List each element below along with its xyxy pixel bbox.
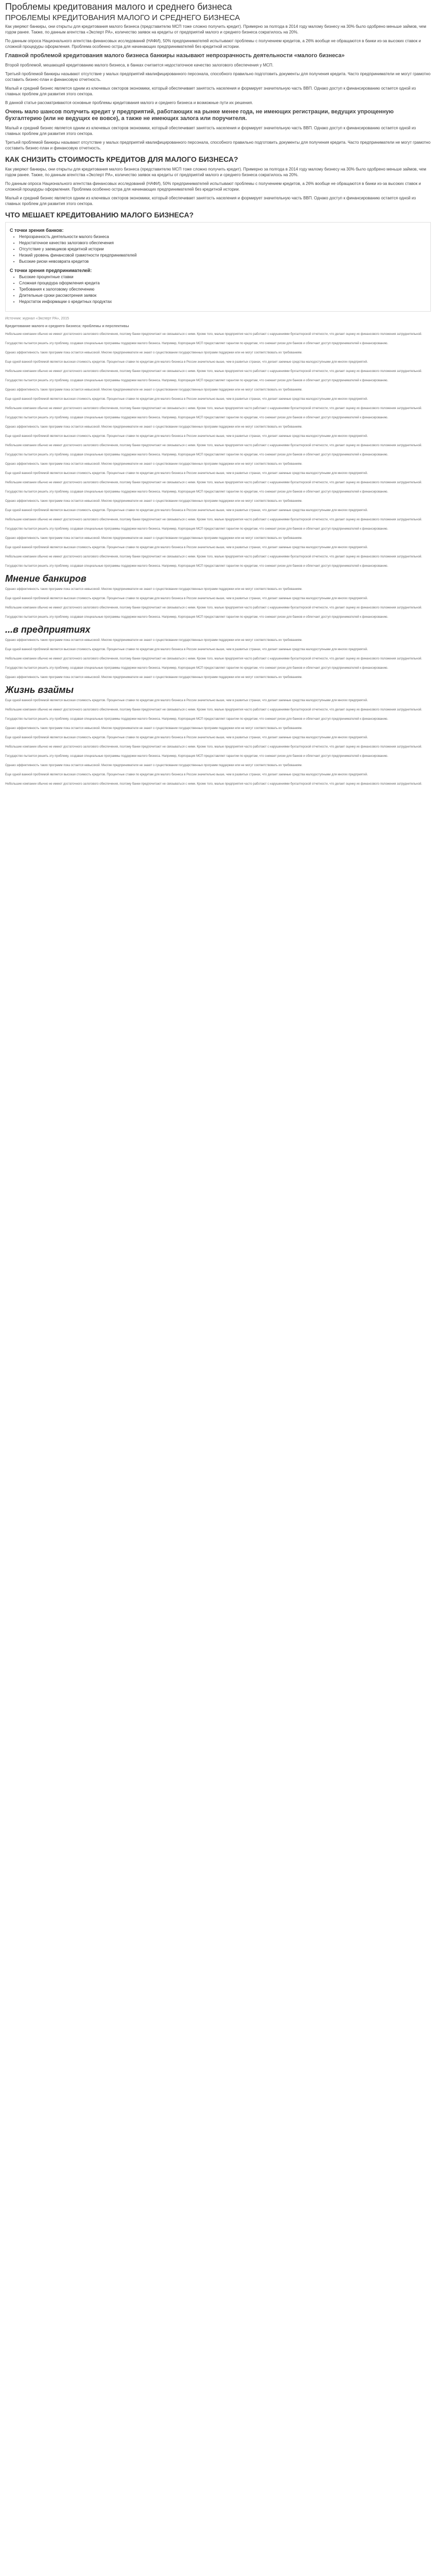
- factors-box: [5, 222, 431, 312]
- list-item: • Недостаточное качество залогового обеспечения: [19, 240, 426, 246]
- article2-paragraph: Еще одной важной проблемой является высокая стоимость кредитов. Процентные ставки по кредитам для малого бизнеса в России значительно выше, чем в развитых странах, что делает заемные средства малодоступными для многих предприятий.: [5, 699, 368, 702]
- box-title-banks: С точки зрения банков:: [10, 228, 64, 233]
- second-article: [5, 324, 431, 787]
- middle-paragraph-2-repeat: Третьей проблемой банкиры называют отсутствие у малых предприятий квалифицированного персонала, способного правильно подготовить документы для получения кредита. Часто предприниматели не могут грамотно составить бизнес-план и финансовую отчетность.: [5, 140, 431, 150]
- section-paragraph-1: Как уверяют банкиры, они открыты для кредитования малого бизнеса (представителю МСП тоже сложно получить кредит). Примерно за полгода в 2014 году малому бизнесу на 30% было одобрено меньше займов, чем годом ранее. Также, по данным агентства «Эксперт РА», количество заявок на кредиты от предприятий малого и среднего бизнеса сократилось на 20%.: [5, 167, 426, 177]
- section-heading-mneniye: Мнение банкиров: [5, 573, 86, 584]
- article2-paragraph: Небольшие компании обычно не имеют достаточного залогового обеспечения, поэтому банки предпочитают не связываться с ними. Кроме того, малые предприятия часто работают с нарушениями бухгалтерской отчетности, что делает оценку их финансового положения затруднительной.: [5, 555, 422, 558]
- middle-paragraph-2: Третьей проблемой банкиры называют отсутствие у малых предприятий квалифицированного персонала, способного правильно подготовить документы для получения кредита. Часто предприниматели не могут грамотно составить бизнес-план и финансовую отчетность.: [5, 72, 431, 82]
- section-heading-v-predpriyatiyakh: ...в предприятиях: [5, 624, 91, 635]
- list-item: • Непрозрачность деятельности малого бизнеса: [19, 234, 426, 240]
- section-paragraph-2: По данным опроса Национального агентства финансовых исследований (НАФИ), 50% предпринимателей испытывают проблемы с получением кредитов, а 26% вообще не обращаются в банки из-за высоких ставок и сложной процедуры оформления. Проблема особенно остра для начинающих предпринимателей без кредитной истории.: [5, 181, 421, 192]
- article2-paragraph: Однако эффективность таких программ пока остается невысокой. Многие предприниматели не знают о существовании государственных программ поддержки или не могут соответствовать их требованиям.: [5, 727, 303, 730]
- list-item: • Высокие процентные ставки: [19, 274, 426, 280]
- article2-paragraph: Небольшие компании обычно не имеют достаточного залогового обеспечения, поэтому банки предпочитают не связываться с ними. Кроме того, малые предприятия часто работают с нарушениями бухгалтерской отчетности, что делает оценку их финансового положения затруднительной.: [5, 407, 422, 410]
- article2-paragraph: Государство пытается решить эту проблему, создавая специальные программы поддержки малого бизнеса. Например, Корпорация МСП предоставляет гарантии по кредитам, что снижает риски для банков и облегчает доступ предпринимателей к финансированию.: [5, 342, 388, 345]
- article2-paragraph: Еще одной важной проблемой является высокая стоимость кредитов. Процентные ставки по кредитам для малого бизнеса в России значительно выше, чем в развитых странах, что делает заемные средства малодоступными для многих предприятий.: [5, 509, 368, 512]
- list-item: • Сложная процедура оформления кредита: [19, 280, 426, 286]
- page-subtitle: ПРОБЛЕМЫ КРЕДИТОВАНИЯ МАЛОГО И СРЕДНЕГО БИЗНЕСА: [5, 13, 240, 22]
- article2-paragraph: Еще одной важной проблемой является высокая стоимость кредитов. Процентные ставки по кредитам для малого бизнеса в России значительно выше, чем в развитых странах, что делает заемные средства малодоступными для многих предприятий.: [5, 773, 368, 776]
- article2-paragraph: Государство пытается решить эту проблему, создавая специальные программы поддержки малого бизнеса. Например, Корпорация МСП предоставляет гарантии по кредитам, что снижает риски для банков и облегчает доступ предпринимателей к финансированию.: [5, 379, 388, 382]
- article2-paragraph: Государство пытается решить эту проблему, создавая специальные программы поддержки малого бизнеса. Например, Корпорация МСП предоставляет гарантии по кредитам, что снижает риски для банков и облегчает доступ предпринимателей к финансированию.: [5, 718, 388, 721]
- article2-paragraph: Однако эффективность таких программ пока остается невысокой. Многие предприниматели не знают о существовании государственных программ поддержки или не могут соответствовать их требованиям.: [5, 351, 303, 354]
- section-heading-zhizn-vzaymy: Жизнь взаймы: [5, 685, 74, 695]
- article2-paragraph: Небольшие компании обычно не имеют достаточного залогового обеспечения, поэтому банки предпочитают не связываться с ними. Кроме того, малые предприятия часто работают с нарушениями бухгалтерской отчетности, что делает оценку их финансового положения затруднительной.: [5, 606, 422, 609]
- box-list-banks: [10, 234, 426, 265]
- article2-paragraph: Государство пытается решить эту проблему, создавая специальные программы поддержки малого бизнеса. Например, Корпорация МСП предоставляет гарантии по кредитам, что снижает риски для банков и облегчает доступ предпринимателей к финансированию.: [5, 453, 388, 456]
- section-heading-kak-snizit: КАК СНИЗИТЬ СТОИМОСТЬ КРЕДИТОВ ДЛЯ МАЛОГО БИЗНЕСА?: [5, 155, 238, 163]
- list-item: • Требования к залоговому обеспечению: [19, 286, 426, 293]
- list-item: • Низкий уровень финансовой грамотности предпринимателей: [19, 252, 426, 259]
- article2-paragraph: Однако эффективность таких программ пока остается невысокой. Многие предприниматели не знают о существовании государственных программ поддержки или не могут соответствовать их требованиям.: [5, 639, 303, 642]
- section-heading-chto-meshaet: ЧТО МЕШАЕТ КРЕДИТОВАНИЮ МАЛОГО БИЗНЕСА?: [5, 211, 194, 219]
- intro-paragraph-1: Как уверяют банкиры, они открыты для кредитования малого бизнеса (представителю МСП тоже сложно получить кредит). Примерно за полгода в 2014 году малому бизнесу на 30% было одобрено меньше займов, чем годом ранее. Также, по данным агентства «Эксперт РА», количество заявок на кредиты от предприятий малого и среднего бизнеса сократилось на 20%.: [5, 24, 426, 35]
- article2-paragraph: Небольшие компании обычно не имеют достаточного залогового обеспечения, поэтому банки предпочитают не связываться с ними. Кроме того, малые предприятия часто работают с нарушениями бухгалтерской отчетности, что делает оценку их финансового положения затруднительной.: [5, 518, 422, 521]
- article2-paragraph: Небольшие компании обычно не имеют достаточного залогового обеспечения, поэтому банки предпочитают не связываться с ними. Кроме того, малые предприятия часто работают с нарушениями бухгалтерской отчетности, что делает оценку их финансового положения затруднительной.: [5, 708, 422, 711]
- middle-paragraph-1-repeat: Малый и средний бизнес является одним из ключевых секторов экономики, который обеспечивает занятость населения и формирует значительную часть ВВП. Однако доступ к финансированию остается одной из главных проблем для развития этого сектора.: [5, 126, 416, 136]
- article2-paragraph: Государство пытается решить эту проблему, создавая специальные программы поддержки малого бизнеса. Например, Корпорация МСП предоставляет гарантии по кредитам, что снижает риски для банков и облегчает доступ предпринимателей к финансированию.: [5, 565, 388, 568]
- lead-heading: Главной проблемой кредитования малого бизнеса банкиры называют непрозрачность деятельности «малого бизнеса»: [5, 53, 345, 59]
- article2-paragraph: Небольшие компании обычно не имеют достаточного залогового обеспечения, поэтому банки предпочитают не связываться с ними. Кроме того, малые предприятия часто работают с нарушениями бухгалтерской отчетности, что делает оценку их финансового положения затруднительной.: [5, 657, 422, 660]
- article2-paragraph: Однако эффективность таких программ пока остается невысокой. Многие предприниматели не знают о существовании государственных программ поддержки или не могут соответствовать их требованиям.: [5, 537, 303, 540]
- article2-paragraph: Однако эффективность таких программ пока остается невысокой. Многие предприниматели не знают о существовании государственных программ поддержки или не могут соответствовать их требованиям.: [5, 676, 303, 679]
- middle-paragraph-4: В данной статье рассматриваются основные проблемы кредитования малого и среднего бизнеса и возможные пути их решения.: [5, 100, 253, 105]
- article2-paragraph: Государство пытается решить эту проблему, создавая специальные программы поддержки малого бизнеса. Например, Корпорация МСП предоставляет гарантии по кредитам, что снижает риски для банков и облегчает доступ предпринимателей к финансированию.: [5, 755, 388, 758]
- article2-paragraph: Небольшие компании обычно не имеют достаточного залогового обеспечения, поэтому банки предпочитают не связываться с ними. Кроме того, малые предприятия часто работают с нарушениями бухгалтерской отчетности, что делает оценку их финансового положения затруднительной.: [5, 444, 422, 447]
- list-item: • Недостаток информации о кредитных продуктах: [19, 299, 426, 305]
- article2-paragraph: Еще одной важной проблемой является высокая стоимость кредитов. Процентные ставки по кредитам для малого бизнеса в России значительно выше, чем в развитых странах, что делает заемные средства малодоступными для многих предприятий.: [5, 398, 368, 401]
- article2-paragraph: Небольшие компании обычно не имеют достаточного залогового обеспечения, поэтому банки предпочитают не связываться с ними. Кроме того, малые предприятия часто работают с нарушениями бухгалтерской отчетности, что делает оценку их финансового положения затруднительной.: [5, 783, 422, 786]
- article2-paragraph: Небольшие компании обычно не имеют достаточного залогового обеспечения, поэтому банки предпочитают не связываться с ними. Кроме того, малые предприятия часто работают с нарушениями бухгалтерской отчетности, что делает оценку их финансового положения затруднительной.: [5, 333, 422, 336]
- section-paragraph-3: Малый и средний бизнес является одним из ключевых секторов экономики, который обеспечивает занятость населения и формирует значительную часть ВВП. Однако доступ к финансированию остается одной из главных проблем для развития этого сектора.: [5, 196, 416, 206]
- box-title-entrepreneurs: С точки зрения предпринимателей:: [10, 268, 92, 273]
- article2-paragraph: Государство пытается решить эту проблему, создавая специальные программы поддержки малого бизнеса. Например, Корпорация МСП предоставляет гарантии по кредитам, что снижает риски для банков и облегчает доступ предпринимателей к финансированию.: [5, 528, 388, 531]
- article2-title: Кредитование малого и среднего бизнеса: проблемы и перспективы: [5, 325, 129, 328]
- article2-paragraph: Однако эффективность таких программ пока остается невысокой. Многие предприниматели не знают о существовании государственных программ поддержки или не могут соответствовать их требованиям.: [5, 588, 303, 591]
- lead-heading-2: Очень мало шансов получить кредит у предприятий, работающих на рынке менее года, не имеющих регистрации, ведущих упрощенную бухгалтерию (или не ведущих ее вовсе), а также не имеющих залога или поручителя.: [5, 109, 394, 122]
- article2-paragraph: Однако эффективность таких программ пока остается невысокой. Многие предприниматели не знают о существовании государственных программ поддержки или не могут соответствовать их требованиям.: [5, 388, 303, 392]
- article2-paragraph: Однако эффективность таких программ пока остается невысокой. Многие предприниматели не знают о существовании государственных программ поддержки или не могут соответствовать их требованиям.: [5, 463, 303, 466]
- middle-paragraph-3: Малый и средний бизнес является одним из ключевых секторов экономики, который обеспечивает занятость населения и формирует значительную часть ВВП. Однако доступ к финансированию остается одной из главных проблем для развития этого сектора.: [5, 86, 416, 96]
- article2-paragraph: Однако эффективность таких программ пока остается невысокой. Многие предприниматели не знают о существовании государственных программ поддержки или не могут соответствовать их требованиям.: [5, 500, 303, 503]
- article2-paragraph: Государство пытается решить эту проблему, создавая специальные программы поддержки малого бизнеса. Например, Корпорация МСП предоставляет гарантии по кредитам, что снижает риски для банков и облегчает доступ предпринимателей к финансированию.: [5, 667, 388, 670]
- list-item: • Высокие риски невозврата кредитов: [19, 259, 426, 265]
- article2-paragraph: Еще одной важной проблемой является высокая стоимость кредитов. Процентные ставки по кредитам для малого бизнеса в России значительно выше, чем в развитых странах, что делает заемные средства малодоступными для многих предприятий.: [5, 361, 368, 364]
- article2-paragraph: Небольшие компании обычно не имеют достаточного залогового обеспечения, поэтому банки предпочитают не связываться с ними. Кроме того, малые предприятия часто работают с нарушениями бухгалтерской отчетности, что делает оценку их финансового положения затруднительной.: [5, 481, 422, 484]
- list-item: • Отсутствие у заемщиков кредитной истории: [19, 246, 426, 252]
- article2-paragraph: Еще одной важной проблемой является высокая стоимость кредитов. Процентные ставки по кредитам для малого бизнеса в России значительно выше, чем в развитых странах, что делает заемные средства малодоступными для многих предприятий.: [5, 435, 368, 438]
- source-meta: Источник: журнал «Эксперт РА», 2015: [5, 317, 69, 320]
- article2-paragraph: Еще одной важной проблемой является высокая стоимость кредитов. Процентные ставки по кредитам для малого бизнеса в России значительно выше, чем в развитых странах, что делает заемные средства малодоступными для многих предприятий.: [5, 546, 368, 549]
- article2-paragraph: Еще одной важной проблемой является высокая стоимость кредитов. Процентные ставки по кредитам для малого бизнеса в России значительно выше, чем в развитых странах, что делает заемные средства малодоступными для многих предприятий.: [5, 736, 368, 739]
- article2-paragraph: Еще одной важной проблемой является высокая стоимость кредитов. Процентные ставки по кредитам для малого бизнеса в России значительно выше, чем в развитых странах, что делает заемные средства малодоступными для многих предприятий.: [5, 472, 368, 475]
- page-title: Проблемы кредитования малого и среднего бизнеса: [5, 2, 232, 12]
- article2-paragraph: Еще одной важной проблемой является высокая стоимость кредитов. Процентные ставки по кредитам для малого бизнеса в России значительно выше, чем в развитых странах, что делает заемные средства малодоступными для многих предприятий.: [5, 648, 368, 651]
- intro-paragraph-2: По данным опроса Национального агентства финансовых исследований (НАФИ), 50% предпринимателей испытывают проблемы с получением кредитов, а 26% вообще не обращаются в банки из-за высоких ставок и сложной процедуры оформления. Проблема особенно остра для начинающих предпринимателей без кредитной истории.: [5, 39, 421, 49]
- article2-paragraph: Государство пытается решить эту проблему, создавая специальные программы поддержки малого бизнеса. Например, Корпорация МСП предоставляет гарантии по кредитам, что снижает риски для банков и облегчает доступ предпринимателей к финансированию.: [5, 616, 388, 619]
- article2-paragraph: Государство пытается решить эту проблему, создавая специальные программы поддержки малого бизнеса. Например, Корпорация МСП предоставляет гарантии по кредитам, что снижает риски для банков и облегчает доступ предпринимателей к финансированию.: [5, 490, 388, 494]
- article2-paragraph: Небольшие компании обычно не имеют достаточного залогового обеспечения, поэтому банки предпочитают не связываться с ними. Кроме того, малые предприятия часто работают с нарушениями бухгалтерской отчетности, что делает оценку их финансового положения затруднительной.: [5, 370, 422, 373]
- middle-paragraph-1: Второй проблемой, мешающей кредитованию малого бизнеса, в банках считается недостаточное качество залогового обеспечения у МСП.: [5, 63, 274, 67]
- article2-paragraph: Однако эффективность таких программ пока остается невысокой. Многие предприниматели не знают о существовании государственных программ поддержки или не могут соответствовать их требованиям.: [5, 764, 303, 767]
- article2-paragraph: Однако эффективность таких программ пока остается невысокой. Многие предприниматели не знают о существовании государственных программ поддержки или не могут соответствовать их требованиям.: [5, 426, 303, 429]
- article2-paragraph: Еще одной важной проблемой является высокая стоимость кредитов. Процентные ставки по кредитам для малого бизнеса в России значительно выше, чем в развитых странах, что делает заемные средства малодоступными для многих предприятий.: [5, 597, 368, 600]
- box-list-entrepreneurs: [10, 274, 426, 305]
- article2-paragraph: Небольшие компании обычно не имеют достаточного залогового обеспечения, поэтому банки предпочитают не связываться с ними. Кроме того, малые предприятия часто работают с нарушениями бухгалтерской отчетности, что делает оценку их финансового положения затруднительной.: [5, 745, 422, 749]
- list-item: • Длительные сроки рассмотрения заявок: [19, 293, 426, 299]
- article-page: [0, 2, 436, 787]
- article2-paragraph: Государство пытается решить эту проблему, создавая специальные программы поддержки малого бизнеса. Например, Корпорация МСП предоставляет гарантии по кредитам, что снижает риски для банков и облегчает доступ предпринимателей к финансированию.: [5, 416, 388, 419]
